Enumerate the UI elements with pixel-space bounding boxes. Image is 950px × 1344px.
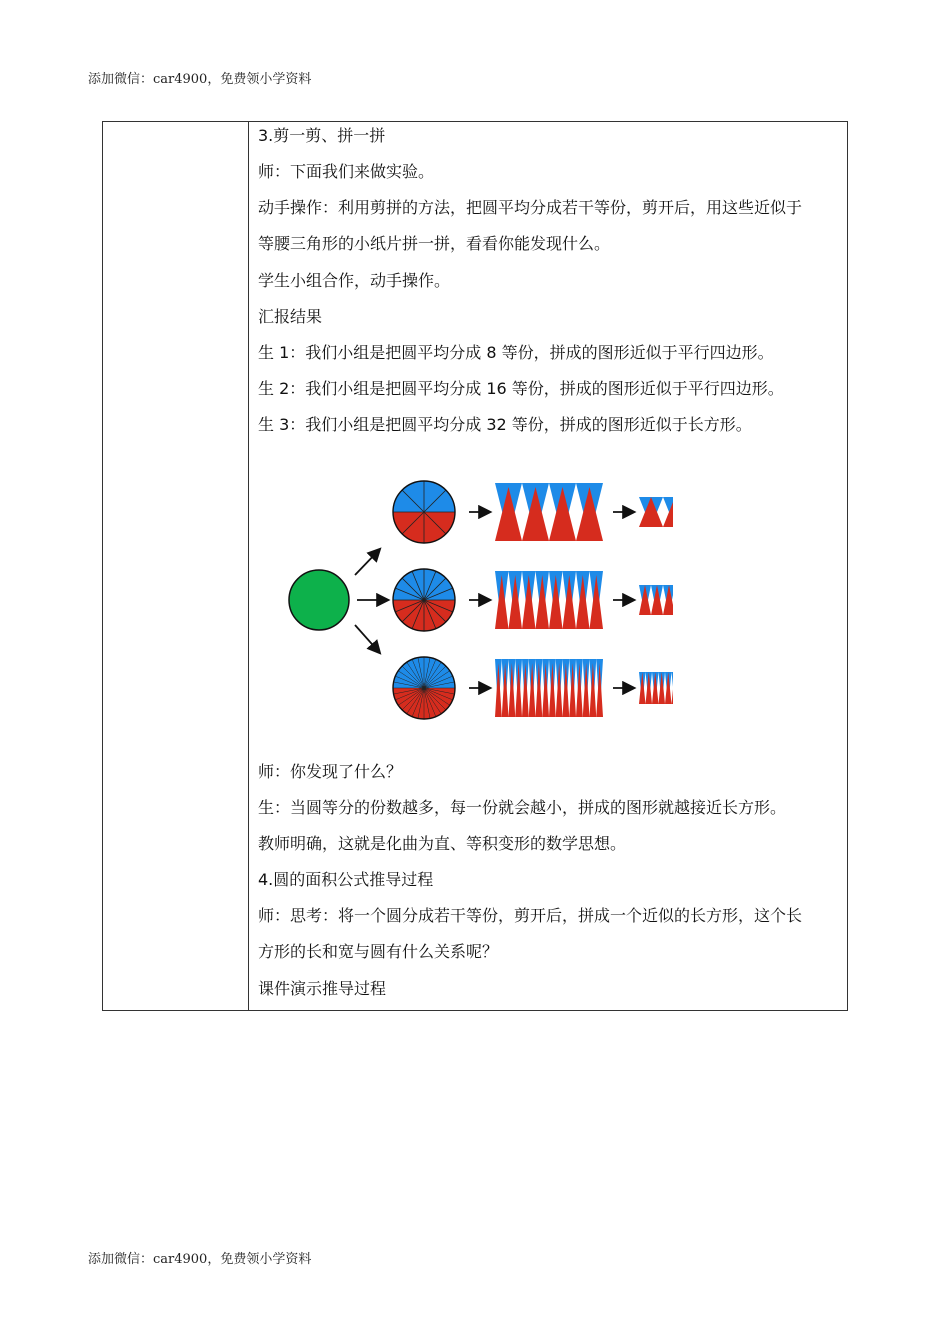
- branch-arrow-up: [355, 550, 379, 575]
- column-divider: [248, 122, 249, 1010]
- teacher-conclusion: 教师明确，这就是化曲为直、等积变形的数学思想。: [258, 834, 627, 853]
- branch-arrow-down: [355, 625, 379, 652]
- page-footer: 添加微信：car4900，免费领小学资料: [88, 1252, 312, 1267]
- teacher-think-line-1: 师：思考：将一个圆分成若干等份，剪开后，拼成一个近似的长方形，这个长: [258, 906, 803, 925]
- page-header: 添加微信：car4900，免费领小学资料: [88, 72, 312, 87]
- section-title-area-formula: 4.圆的面积公式推导过程: [258, 870, 434, 889]
- group-work-line: 学生小组合作，动手操作。: [258, 271, 451, 290]
- operation-line-1: 动手操作：利用剪拼的方法，把圆平均分成若干等份，剪开后，用这些近似于: [258, 198, 803, 217]
- courseware-line: 课件演示推导过程: [258, 979, 387, 998]
- student-answer: 生：当圆等分的份数越多，每一份就会越小，拼成的图形就越接近长方形。: [258, 798, 787, 817]
- report-heading: 汇报结果: [258, 307, 323, 326]
- teacher-line-1: 师：下面我们来做实验。: [258, 162, 435, 181]
- whole-circle: [289, 570, 349, 630]
- section-title-cut-and-assemble: 3.剪一剪、拼一拼: [258, 126, 386, 145]
- operation-line-2: 等腰三角形的小纸片拼一拼，看看你能发现什么。: [258, 234, 611, 253]
- circle-dissection-figure: [283, 472, 673, 722]
- student-2-line: 生 2：我们小组是把圆平均分成 16 等份，拼成的图形近似于平行四边形。: [258, 379, 784, 398]
- student-3-line: 生 3：我们小组是把圆平均分成 32 等份，拼成的图形近似于长方形。: [258, 415, 752, 434]
- teacher-question: 师：你发现了什么？: [258, 762, 403, 781]
- teacher-think-line-2: 方形的长和宽与圆有什么关系呢？: [258, 942, 499, 961]
- student-1-line: 生 1：我们小组是把圆平均分成 8 等份，拼成的图形近似于平行四边形。: [258, 343, 774, 362]
- lesson-table: [102, 121, 848, 1011]
